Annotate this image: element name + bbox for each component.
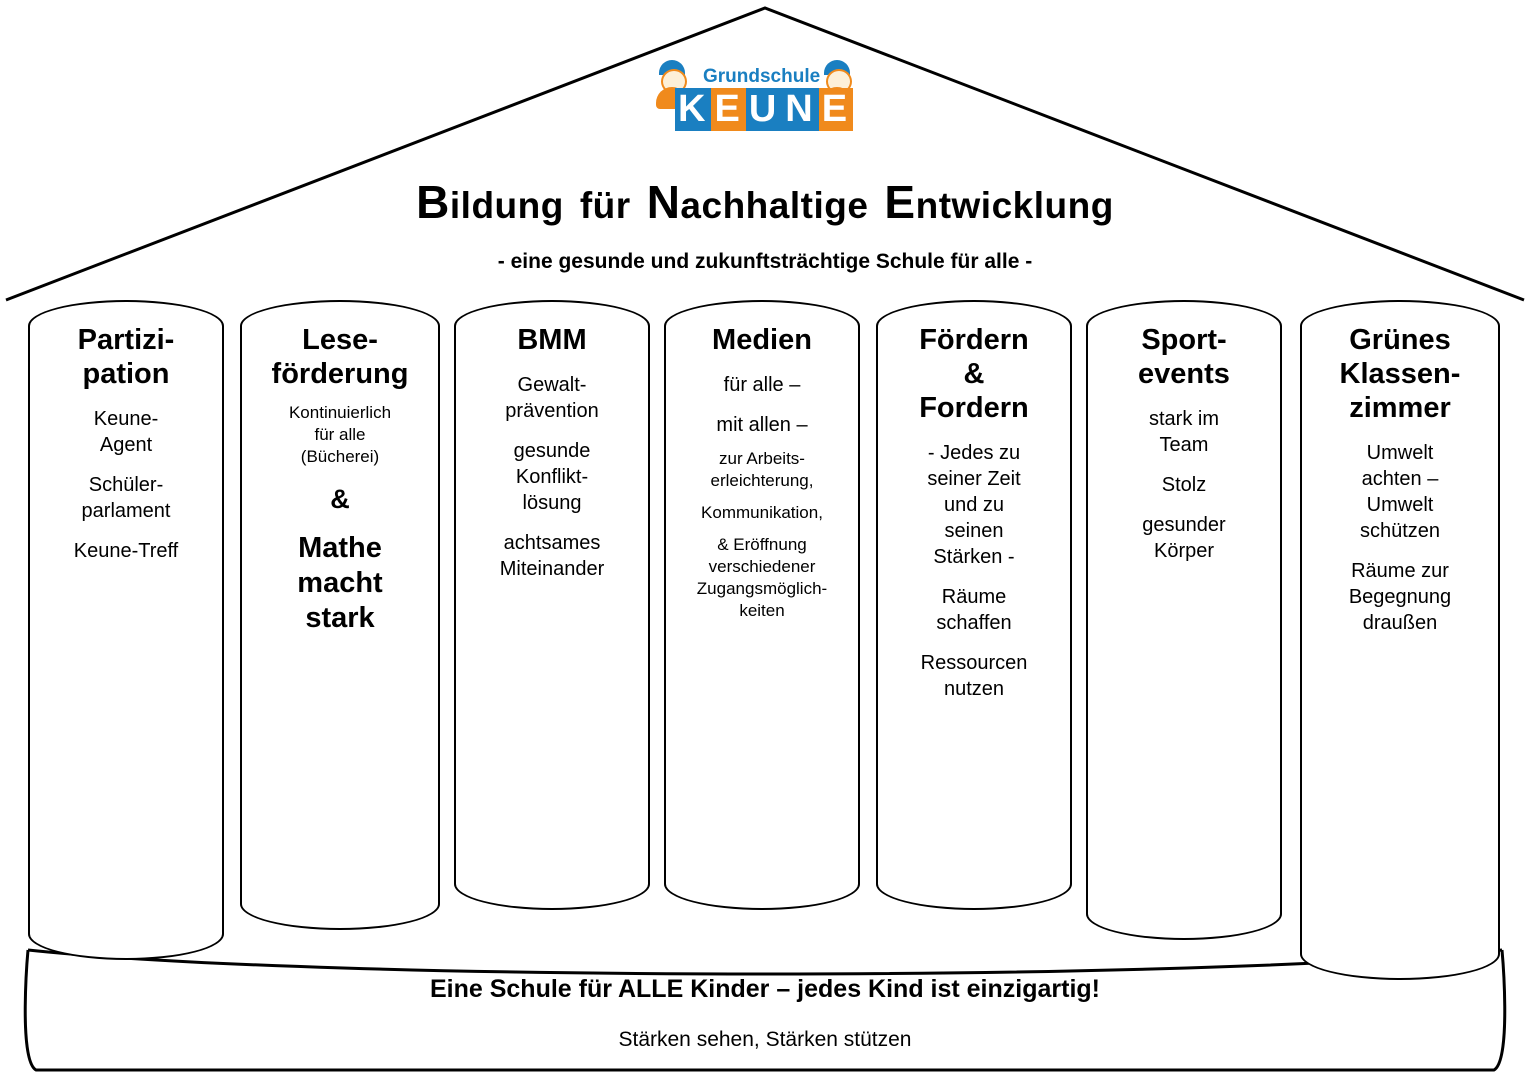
pillar-text-line: - Jedes zu seiner Zeit und zu seinen Stärken - <box>927 441 1021 568</box>
pillar-partizipation <box>28 300 224 960</box>
pillar-text-line: & <box>330 484 350 515</box>
pillar-text-line: Räume schaffen <box>936 585 1012 634</box>
pillar-heading: Partizi- pation <box>77 324 175 390</box>
pillar-text-line: Räume zur Begegnung draußen <box>1348 559 1452 634</box>
logo-top-word: Grundschule <box>703 66 821 87</box>
pillar-text-line: gesunder Körper <box>1142 513 1226 562</box>
pillar-content <box>30 302 222 574</box>
pillar-content <box>1302 302 1498 646</box>
pillar-medien <box>664 300 860 910</box>
pillar-text-line: Kommunikation, <box>701 503 823 523</box>
pillar-content <box>878 302 1070 712</box>
pillar-text-line: gesunde Konflikt- lösung <box>513 439 591 514</box>
pillar-sportevents <box>1086 300 1282 940</box>
pillar-heading: BMM <box>517 324 587 356</box>
pillar-heading: Lese- förderung <box>271 324 409 390</box>
pillar-text-line: Kontinuierlich für alle (Bücherei) <box>288 402 392 467</box>
pillar-content <box>242 302 438 646</box>
pillar-heading: Sport- events <box>1138 324 1230 390</box>
pillar-text-line: für alle – <box>723 373 801 396</box>
pillar-text-line: Stolz <box>1161 473 1207 496</box>
pillar-text-line: Keune- Agent <box>93 407 159 456</box>
pillar-content <box>666 302 858 633</box>
pillar-gruenes-klassenzimmer <box>1300 300 1500 980</box>
logo-main-word: K E U N E <box>675 88 853 131</box>
pillar-text-line: stark im Team <box>1149 407 1219 456</box>
pillar-foerdern-fordern <box>876 300 1072 910</box>
pillar-text-line: Mathe macht stark <box>297 532 383 634</box>
pillar-text-line: Ressourcen nutzen <box>920 651 1028 700</box>
pillar-content <box>1088 302 1280 574</box>
pillar-heading: Grünes Klassen- zimmer <box>1339 324 1461 424</box>
base-slogan-secondary: Stärken sehen, Stärken stützen <box>618 1028 912 1051</box>
page-subtitle: - eine gesunde und zukunftsträchtige Schule für alle - <box>497 250 1033 273</box>
pillar-heading: Fördern & Fordern <box>919 324 1029 424</box>
pillar-bmm <box>454 300 650 910</box>
pillar-content <box>456 302 648 592</box>
pillar-text-line: Umwelt achten – Umwelt schützen <box>1359 441 1441 542</box>
pillar-text-line: Keune-Treff <box>73 539 179 562</box>
pillar-text-line: mit allen – <box>716 413 808 436</box>
pillar-text-line: & Eröffnung verschiedener Zugangsmöglich- keiten <box>696 535 828 621</box>
page-title: Bildung für Nachhaltige Entwicklung <box>416 176 1114 228</box>
pillar-text-line: Gewalt- prävention <box>505 373 599 422</box>
pillar-text-line: achtsames Miteinander <box>499 531 605 580</box>
pillar-heading: Medien <box>712 324 812 356</box>
base-slogan-primary: Eine Schule für ALLE Kinder – jedes Kind ist einzigartig! <box>429 975 1100 1003</box>
pillar-lesefoerderung <box>240 300 440 930</box>
pillar-text-line: Schüler- parlament <box>81 473 171 522</box>
pillar-text-line: zur Arbeits- erleichterung, <box>710 448 814 491</box>
